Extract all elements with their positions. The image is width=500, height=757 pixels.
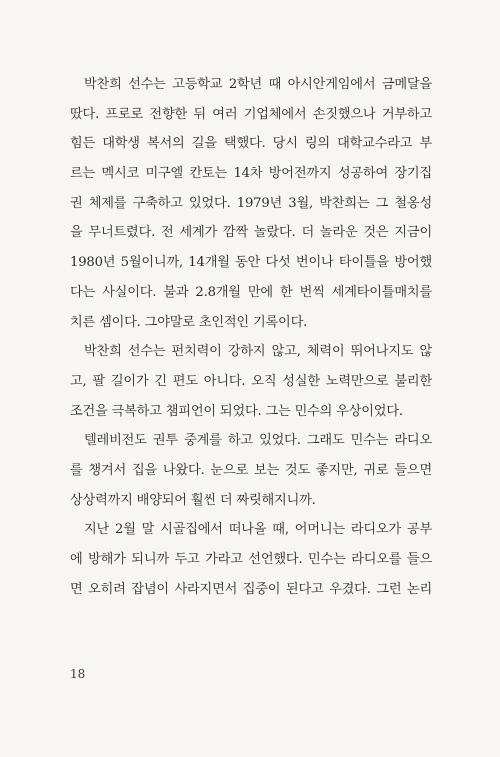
text-line: 지난 2월 말 시골집에서 떠나올 때, 어머니는 라디오가 공부 — [84, 522, 432, 538]
text-line: 텔레비전도 권투 중계를 하고 있었다. 그래도 민수는 라디오 — [84, 433, 432, 449]
text-line: 면 오히려 잡념이 사라지면서 집중이 된다고 우겼다. 그런 논리 — [70, 581, 432, 597]
text-line: 상상력까지 배양되어 훨씬 더 짜릿해지니까. — [70, 492, 316, 508]
text-line: 르는 멕시코 미구엘 칸토는 14차 방어전까지 성공하여 장기집 — [70, 166, 432, 182]
text-line: 박찬희 선수는 고등학교 2학년 때 아시안게임에서 금메달을 — [84, 77, 432, 92]
body-text — [70, 70, 432, 604]
text-line: 를 챙겨서 집을 나왔다. 눈으로 보는 것도 좋지만, 귀로 들으면 — [70, 462, 432, 478]
text-line: 힘든 대학생 복서의 길을 택했다. 당시 링의 대학교수라고 부 — [70, 136, 432, 152]
text-line: 1980년 5월이니까, 14개월 동안 다섯 번이나 타이틀을 방어했 — [70, 255, 432, 271]
text-line: 고, 팔 길이가 긴 편도 아니다. 오직 성실한 노력만으로 불리한 — [70, 373, 432, 389]
text-line: 조건을 극복하고 챔피언이 되었다. 그는 민수의 우상이었다. — [70, 403, 403, 419]
text-line: 치른 셈이다. 그야말로 초인적인 기록이다. — [70, 314, 308, 330]
text-line: 을 무너트렸다. 전 세계가 깜짝 놀랐다. 더 놀라운 것은 지금이 — [70, 225, 432, 241]
text-line: 다는 사실이다. 불과 2.8개월 만에 한 번씩 세계타이틀매치를 — [70, 284, 432, 300]
page-number: 18 — [70, 667, 86, 681]
text-line: 에 방해가 되니까 두고 가라고 선언했다. 민수는 라디오를 들으 — [70, 552, 432, 567]
text-line: 땄다. 프로로 전향한 뒤 여러 기업체에서 손짓했으나 거부하고 — [70, 106, 432, 122]
text-line: 박찬희 선수는 펀치력이 강하지 않고, 체력이 뛰어나지도 않 — [84, 344, 432, 360]
text-line: 권 체제를 구축하고 있었다. 1979년 3월, 박찬희는 그 철옹성 — [70, 195, 432, 211]
